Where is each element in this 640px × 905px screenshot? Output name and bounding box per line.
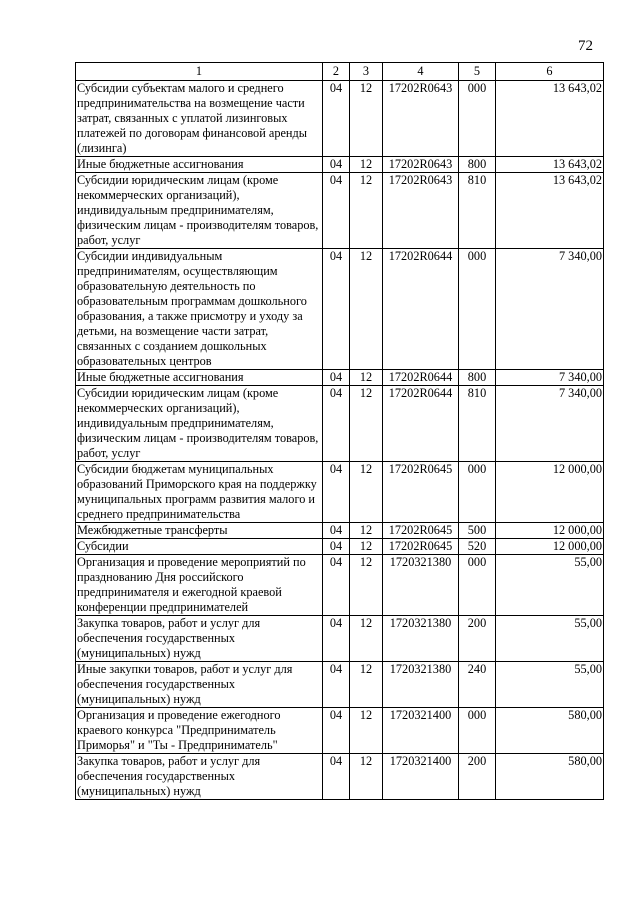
table-row — [76, 539, 604, 555]
row-expense-type: 200 — [459, 754, 496, 800]
row-expense-type: 810 — [459, 173, 496, 249]
table-row — [76, 555, 604, 616]
row-subsection: 12 — [350, 386, 383, 462]
row-name: Субсидии юридическим лицам (кроме некоммерческих организаций), индивидуальным предпринимателям, физическим лицам - производителям товаров, работ, услуг — [76, 173, 323, 249]
row-subsection: 12 — [350, 462, 383, 523]
row-target: 17202R0645 — [383, 539, 459, 555]
row-name: Иные бюджетные ассигнования — [76, 157, 323, 173]
row-section: 04 — [323, 754, 350, 800]
column-header: 1 — [76, 63, 323, 81]
row-expense-type: 500 — [459, 523, 496, 539]
row-expense-type: 000 — [459, 555, 496, 616]
row-subsection: 12 — [350, 157, 383, 173]
row-section: 04 — [323, 539, 350, 555]
row-amount: 12 000,00 — [496, 462, 604, 523]
row-subsection: 12 — [350, 523, 383, 539]
row-target: 17202R0643 — [383, 157, 459, 173]
row-target: 1720321380 — [383, 662, 459, 708]
row-name: Организация и проведение мероприятий по празднованию Дня российского предпринимателя и ежегодной краевой конференции предпринимателей — [76, 555, 323, 616]
table-row — [76, 81, 604, 157]
row-amount: 12 000,00 — [496, 539, 604, 555]
row-amount: 13 643,02 — [496, 157, 604, 173]
row-subsection: 12 — [350, 173, 383, 249]
table-row — [76, 173, 604, 249]
row-expense-type: 800 — [459, 157, 496, 173]
table-header-row — [76, 63, 604, 81]
row-subsection: 12 — [350, 81, 383, 157]
row-name: Субсидии субъектам малого и среднего предпринимательства на возмещение части затрат, связанных с уплатой лизинговых платежей по договорам финансовой аренды (лизинга) — [76, 81, 323, 157]
row-target: 17202R0644 — [383, 386, 459, 462]
row-target: 1720321380 — [383, 616, 459, 662]
row-amount: 55,00 — [496, 616, 604, 662]
row-amount: 13 643,02 — [496, 173, 604, 249]
row-section: 04 — [323, 462, 350, 523]
table-row — [76, 754, 604, 800]
row-name: Субсидии индивидуальным предпринимателям, осуществляющим образовательную деятельность по образовательным программам дошкольного образования, а также присмотру и уходу за детьми, на возмещение части затрат, связанных с созданием дошкольных образовательных центров — [76, 249, 323, 370]
column-header: 3 — [350, 63, 383, 81]
row-target: 17202R0645 — [383, 462, 459, 523]
row-amount: 12 000,00 — [496, 523, 604, 539]
table-row — [76, 662, 604, 708]
row-section: 04 — [323, 81, 350, 157]
row-subsection: 12 — [350, 539, 383, 555]
row-target: 1720321400 — [383, 708, 459, 754]
row-subsection: 12 — [350, 708, 383, 754]
row-section: 04 — [323, 249, 350, 370]
row-expense-type: 810 — [459, 386, 496, 462]
row-expense-type: 240 — [459, 662, 496, 708]
table-row — [76, 249, 604, 370]
row-section: 04 — [323, 173, 350, 249]
column-header: 5 — [459, 63, 496, 81]
row-name: Закупка товаров, работ и услуг для обеспечения государственных (муниципальных) нужд — [76, 616, 323, 662]
row-subsection: 12 — [350, 754, 383, 800]
row-target: 17202R0643 — [383, 81, 459, 157]
row-amount: 13 643,02 — [496, 81, 604, 157]
row-expense-type: 000 — [459, 81, 496, 157]
row-name: Субсидии юридическим лицам (кроме некоммерческих организаций), индивидуальным предпринимателям, физическим лицам - производителям товаров, работ, услуг — [76, 386, 323, 462]
table-row — [76, 616, 604, 662]
row-target: 17202R0644 — [383, 370, 459, 386]
row-section: 04 — [323, 662, 350, 708]
row-expense-type: 800 — [459, 370, 496, 386]
row-amount: 55,00 — [496, 555, 604, 616]
column-header: 2 — [323, 63, 350, 81]
row-name: Иные закупки товаров, работ и услуг для обеспечения государственных (муниципальных) нужд — [76, 662, 323, 708]
row-subsection: 12 — [350, 370, 383, 386]
table-row — [76, 370, 604, 386]
column-header: 6 — [496, 63, 604, 81]
row-section: 04 — [323, 555, 350, 616]
table-row — [76, 157, 604, 173]
row-amount: 7 340,00 — [496, 386, 604, 462]
row-expense-type: 000 — [459, 462, 496, 523]
row-section: 04 — [323, 370, 350, 386]
row-subsection: 12 — [350, 616, 383, 662]
row-section: 04 — [323, 157, 350, 173]
table-row — [76, 523, 604, 539]
row-section: 04 — [323, 708, 350, 754]
row-expense-type: 000 — [459, 708, 496, 754]
table-row — [76, 386, 604, 462]
row-target: 1720321400 — [383, 754, 459, 800]
column-header: 4 — [383, 63, 459, 81]
row-target: 1720321380 — [383, 555, 459, 616]
row-name: Межбюджетные трансферты — [76, 523, 323, 539]
row-name: Субсидии — [76, 539, 323, 555]
row-section: 04 — [323, 523, 350, 539]
row-expense-type: 520 — [459, 539, 496, 555]
row-amount: 580,00 — [496, 708, 604, 754]
row-subsection: 12 — [350, 662, 383, 708]
row-amount: 7 340,00 — [496, 249, 604, 370]
row-expense-type: 200 — [459, 616, 496, 662]
row-amount: 7 340,00 — [496, 370, 604, 386]
table-row — [76, 462, 604, 523]
row-name: Организация и проведение ежегодного краевого конкурса "Предприниматель Приморья" и "Ты - Предприниматель" — [76, 708, 323, 754]
row-name: Субсидии бюджетам муниципальных образований Приморского края на поддержку муниципальных программ развития малого и среднего предпринимательства — [76, 462, 323, 523]
row-section: 04 — [323, 386, 350, 462]
row-target: 17202R0645 — [383, 523, 459, 539]
row-name: Закупка товаров, работ и услуг для обеспечения государственных (муниципальных) нужд — [76, 754, 323, 800]
budget-table — [75, 62, 604, 800]
row-name: Иные бюджетные ассигнования — [76, 370, 323, 386]
row-amount: 55,00 — [496, 662, 604, 708]
row-target: 17202R0643 — [383, 173, 459, 249]
table-row — [76, 708, 604, 754]
row-expense-type: 000 — [459, 249, 496, 370]
row-target: 17202R0644 — [383, 249, 459, 370]
row-subsection: 12 — [350, 555, 383, 616]
row-section: 04 — [323, 616, 350, 662]
row-subsection: 12 — [350, 249, 383, 370]
page-number: 72 — [578, 38, 593, 54]
row-amount: 580,00 — [496, 754, 604, 800]
